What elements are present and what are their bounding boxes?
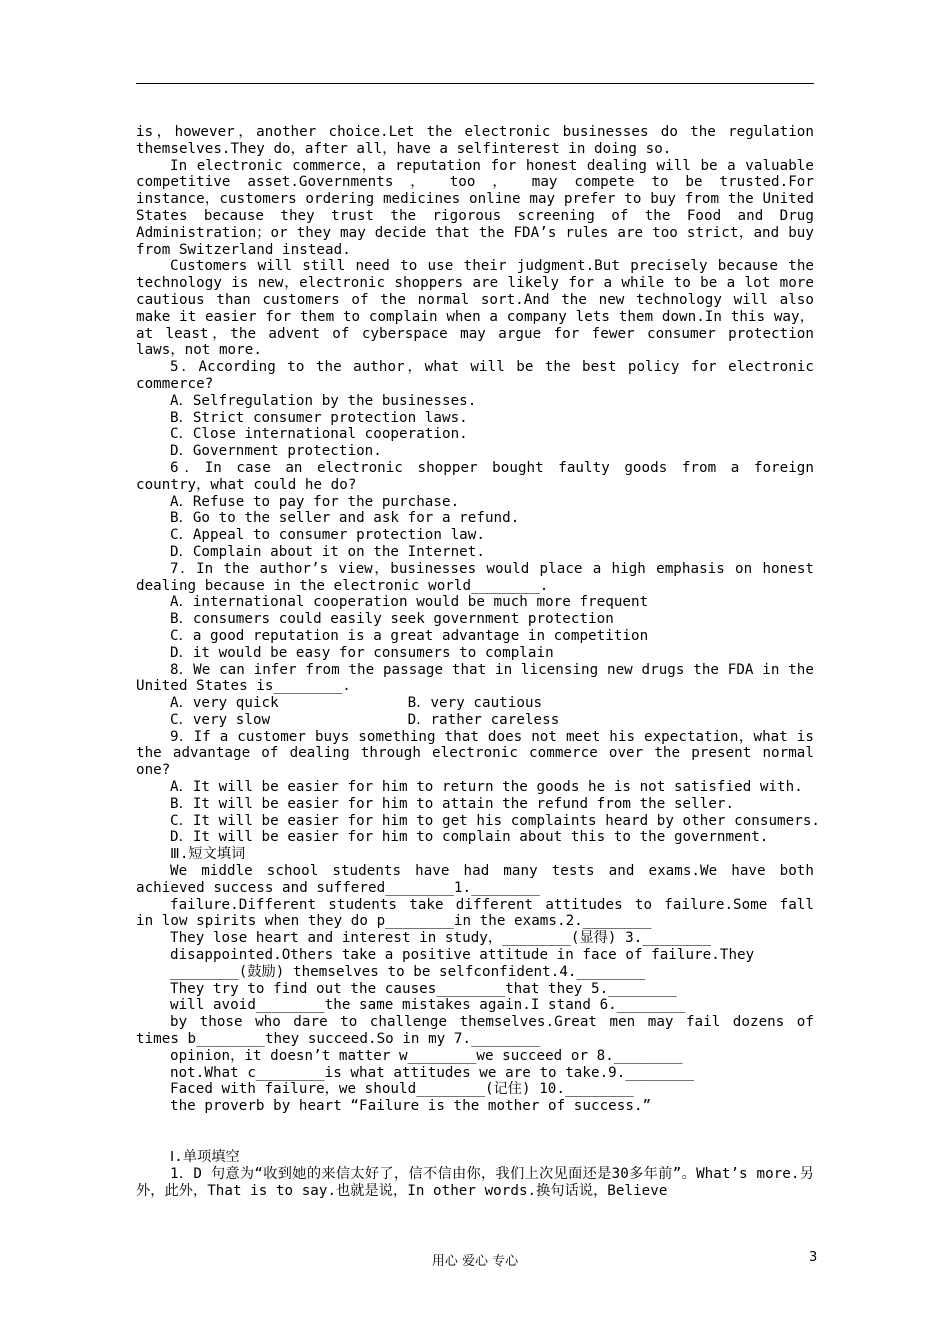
- text-line: 9．If a customer buys something that does not meet his expectation，what is the advantage of dealing through electronic commerce over the present normal one?: [136, 728, 814, 779]
- text-line: C．a good reputation is a great advantage in competition: [170, 627, 649, 644]
- text-line: In electronic commerce，a reputation for honest dealing will be a valuable competitive asset.Governments ， too ， may compete to be trusted.For instance，customers ordering medicines online may prefer to buy from the United States because they trust the rigorous screening of the Food and Drug Administration；or they may decide that the FDA’s rules are too strict，and buy from Switzerland instead.: [136, 157, 814, 258]
- page-content: [136, 124, 821, 1199]
- text-line: A．Selfregulation by the businesses.: [170, 392, 477, 409]
- text-line: They lose heart and interest in study，________(显得) 3.________: [170, 930, 712, 947]
- section-gap: [136, 1115, 814, 1149]
- text-line: B．Strict consumer protection laws.: [170, 409, 468, 426]
- text-line: D．Complain about it on the Internet.: [170, 543, 485, 560]
- text-line: 5．According to the author，what will be the best policy for electronic commerce?: [136, 359, 814, 392]
- text-line: 6．In case an electronic shopper bought faulty goods from a foreign country，what could he do?: [136, 459, 814, 493]
- text-line: is，however，another choice.Let the electronic businesses do the regulation themselves.They do，after all，have a selfinterest in doing so.: [136, 124, 814, 157]
- text-line: Ⅲ.短文填词: [170, 846, 246, 863]
- text-line: ________(鼓励) themselves to be selfconfident.4.________: [170, 963, 646, 980]
- text-line: not.What c________is what attitudes we are to take.9.________: [170, 1064, 695, 1081]
- page-number: 3: [809, 1250, 818, 1265]
- text-line: A．Refuse to pay for the purchase.: [170, 493, 460, 510]
- text-line: C．It will be easier for him to get his complaints heard by other consumers.: [170, 812, 821, 829]
- footer-slogan: 用心 爱心 专心: [431, 1254, 519, 1269]
- text-line: disappointed.Others take a positive attitude in face of failure.They: [170, 947, 755, 964]
- text-line: B．It will be easier for him to attain the refund from the seller.: [170, 795, 735, 812]
- text-line: Faced with failure，we should________(记住) 10.________: [170, 1081, 634, 1098]
- text-line: D．Government protection.: [170, 443, 382, 460]
- answer-line: 1．D 句意为“收到她的来信太好了，信不信由你，我们上次见面还是30多年前”。What’s more.另外，此外，That is to say.也就是说，In other words.换句话说，Believe: [136, 1165, 814, 1199]
- text-line: B．consumers could easily seek government protection: [170, 611, 614, 628]
- text-line: the proverb by heart “Failure is the mother of success.”: [170, 1098, 652, 1115]
- header-rule: [136, 83, 814, 84]
- text-line: B．Go to the seller and ask for a refund.: [170, 510, 520, 527]
- text-line: by those who dare to challenge themselves.Great men may fail dozens of times b________they succeed.So in my 7.________: [136, 1014, 814, 1048]
- text-line: C．Close international cooperation.: [170, 426, 468, 443]
- text-line: C．Appeal to consumer protection law.: [170, 527, 485, 544]
- text-line: A．international cooperation would be much more frequent: [170, 594, 649, 611]
- text-line: D．It will be easier for him to complain about this to the government.: [170, 829, 769, 846]
- text-line: failure.Different students take different attitudes to failure.Some fall in low spirits when they do p________in the exams.2.________: [136, 896, 814, 930]
- text-line: We middle school students have had many tests and exams.We have both achieved success and suffered________1.________: [136, 863, 814, 896]
- text-line: will avoid________the same mistakes again.I stand 6.________: [170, 997, 686, 1014]
- text-line: opinion，it doesn’t matter w________we succeed or 8.________: [170, 1047, 683, 1064]
- passage-and-questions: [136, 124, 821, 1115]
- answers-heading: Ⅰ.单项填空: [170, 1149, 240, 1166]
- text-line: A．very quick B．very cautious: [170, 695, 543, 712]
- answer-explanations: [136, 1166, 814, 1200]
- text-line: A．It will be easier for him to return the goods he is not satisfied with.: [170, 779, 803, 796]
- text-line: Customers will still need to use their judgment.But precisely because the technology is new，electronic shoppers are likely for a while to be a lot more cautious than customers of the normal sort.And the new technology will also make it easier for them to complain when a company lets them down.In this way，at least，the advent of cyberspace may argue for fewer consumer protection laws，not more.: [136, 258, 814, 359]
- text-line: C．very slow D．rather careless: [170, 711, 560, 728]
- page-footer: [0, 1250, 950, 1270]
- text-line: 8．We can infer from the passage that in licensing new drugs the FDA in the United States is________.: [136, 661, 814, 695]
- text-line: D．it would be easy for consumers to complain: [170, 644, 554, 661]
- text-line: 7．In the author’s view，businesses would place a high emphasis on honest dealing because in the electronic world________.: [136, 560, 814, 594]
- text-line: They try to find out the causes________that they 5.________: [170, 980, 677, 997]
